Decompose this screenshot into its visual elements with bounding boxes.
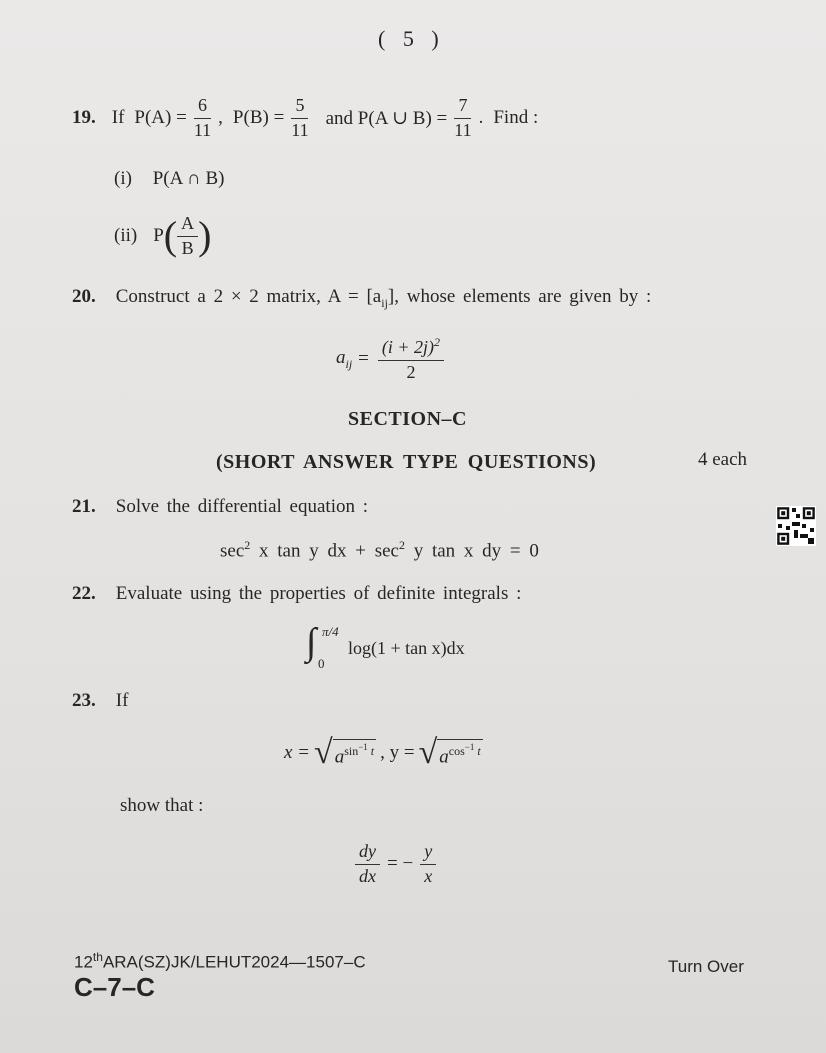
q22-integral: [306, 621, 506, 674]
section-subtitle: (SHORT ANSWER TYPE QUESTIONS): [216, 451, 597, 473]
question-number: 20.: [72, 286, 96, 307]
part-ii-fraction: [177, 214, 198, 259]
pa-denominator: 11: [193, 119, 212, 140]
question-number: 22.: [72, 583, 96, 604]
question-number: 23.: [72, 690, 96, 711]
q23-if: If: [115, 690, 129, 711]
question-20: [72, 286, 651, 311]
question-19: 19. If P(A) = $\frac{6}{11}$ , P(B) = $\frac{5}{11}$ and P(A ∪ B) = $\frac{7}{11}$ . Find :: [72, 95, 539, 140]
pa-label: P(A) =: [134, 107, 187, 129]
equals-minus: = −: [387, 853, 414, 875]
y-x-fraction: [420, 842, 436, 887]
union-denominator: 11: [454, 119, 472, 140]
y: y: [420, 842, 436, 865]
formula-lhs: $a_{ij}$: [336, 346, 353, 371]
q19-part-i: [114, 168, 224, 190]
part-ii-numerator: A: [177, 214, 198, 237]
dx: dx: [359, 865, 376, 886]
formula-fraction: [378, 336, 444, 383]
pb-numerator: 5: [291, 96, 308, 119]
part-label: (i): [114, 168, 132, 189]
integral-lower-limit: 0: [318, 656, 325, 671]
turn-over: Turn Over: [668, 957, 744, 976]
union-fraction: [450, 96, 475, 141]
q20-text: Construct a 2 × 2 matrix, $A = [a_{ij}]$, whose elements are given by :: [115, 286, 652, 310]
q20-formula: [336, 336, 447, 383]
x-equals: x =: [284, 742, 311, 764]
page-number: ( 5 ): [378, 26, 445, 51]
q22-text: Evaluate using the properties of definite integrals :: [115, 583, 522, 604]
union-label: and P(A ∪ B) =: [325, 107, 448, 129]
question-number: 19.: [72, 107, 96, 129]
sqrt-a-cos: √ $a^{cos^{-1} t}$: [418, 734, 481, 771]
pa-fraction: [190, 96, 215, 141]
paper-code: 12thARA(SZ)JK/LEHUT2024—1507–C: [74, 950, 366, 972]
part-ii-p: P: [153, 225, 164, 247]
pa-numerator: 6: [194, 96, 211, 119]
q23-result: [352, 842, 439, 887]
q19-part-ii: (ii) P ( $\frac{A}{B}$ ): [114, 213, 212, 259]
pb-label: P(B) =: [232, 107, 285, 129]
section-marks: 4 each: [698, 449, 748, 470]
x: x: [424, 865, 433, 886]
question-22: [72, 583, 521, 605]
formula-numerator: $(i + 2j)^2$: [378, 336, 444, 361]
section-title: SECTION–C: [348, 408, 467, 430]
show-that: show that :: [120, 795, 204, 816]
q21-text: Solve the differential equation :: [115, 496, 368, 517]
dy-dx-fraction: [355, 842, 380, 887]
q23-equation: [284, 734, 483, 771]
question-23: [72, 690, 128, 712]
integrand: log(1 + tan x)dx: [348, 638, 465, 658]
find-label: Find :: [493, 107, 539, 129]
part-i-text: P(A ∩ B): [152, 168, 225, 189]
formula-denominator: 2: [406, 361, 416, 382]
part-ii-denominator: B: [181, 237, 194, 258]
dy: dy: [355, 842, 380, 865]
q21-equation: $\sec^2 x$ tan y dx + $\sec^2 y$ tan x dy = 0: [220, 538, 539, 562]
q19-if: If: [111, 107, 125, 129]
qr-code-icon: [776, 506, 816, 546]
union-numerator: 7: [454, 96, 471, 119]
sqrt-a-sin: √ $a^{sin^{-1} t}$: [314, 734, 375, 771]
comma-y-equals: , y =: [380, 742, 415, 764]
integral-upper-limit: π/4: [322, 624, 339, 639]
pb-denominator: 11: [291, 119, 309, 140]
set-code: C–7–C: [74, 972, 155, 1002]
pb-fraction: [287, 96, 312, 141]
question-number: 21.: [72, 496, 96, 517]
equals-sign: =: [358, 348, 369, 370]
integral-sign: ∫: [306, 621, 317, 663]
question-21: [72, 496, 368, 518]
part-label: (ii): [114, 225, 138, 247]
